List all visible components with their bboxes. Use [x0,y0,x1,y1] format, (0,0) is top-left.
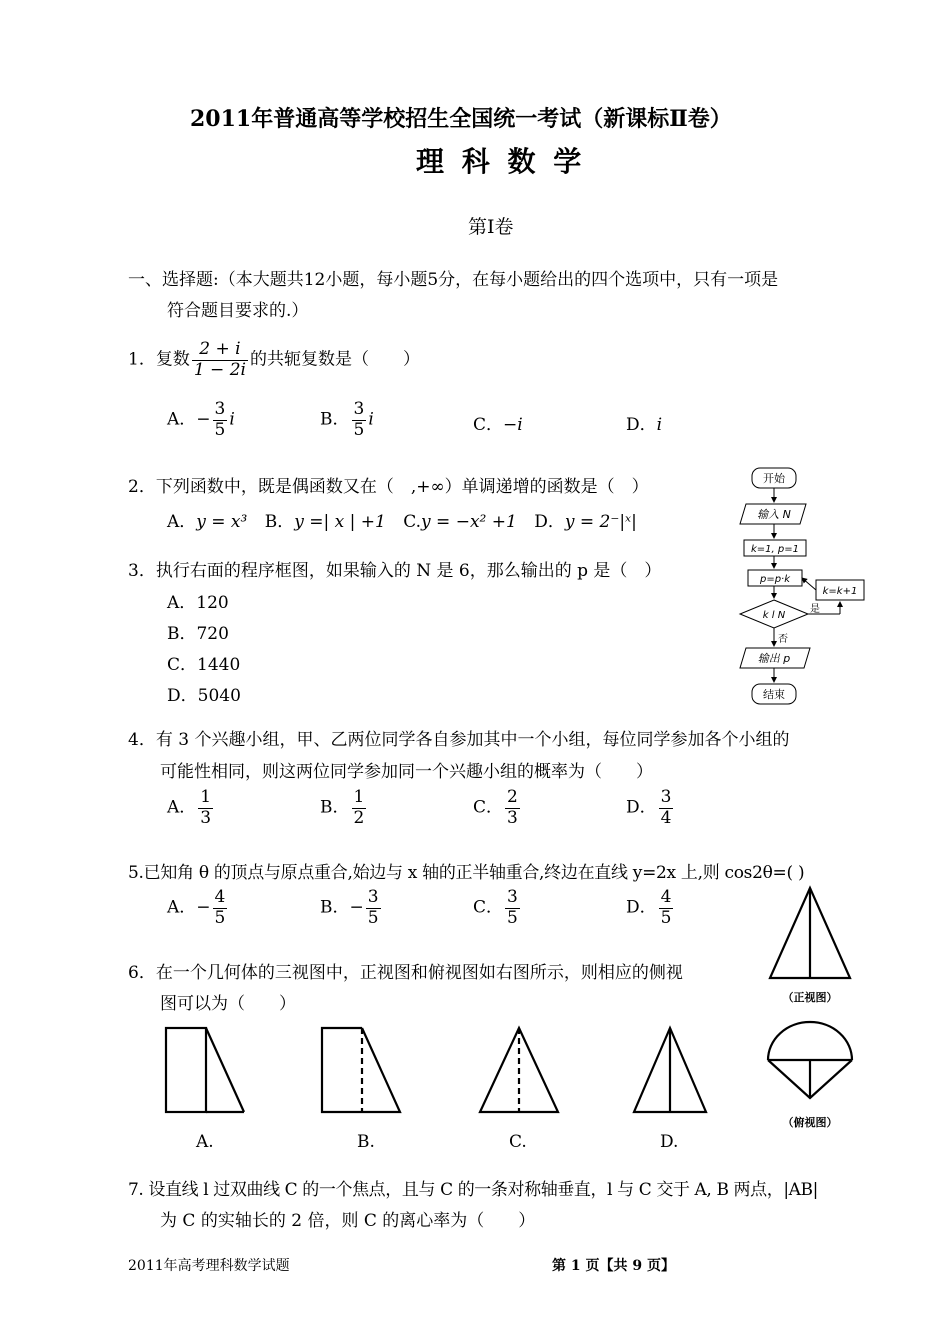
question-5: 5.已知角 θ 的顶点与原点重合,始边与 x 轴的正半轴重合,终边在直线 y=2x 上,则 cos2θ=( ) [128,863,805,883]
section-heading-line1: 一、选择题:（本大题共12小题，每小题5分，在每小题给出的四个选项中，只有一项是 [128,270,779,290]
q1-suffix: 的共轭复数是（ ） [249,349,420,370]
side-view-option-b [316,1022,406,1118]
q4-option-c [473,788,522,828]
q4-c-den: 3 [507,807,518,828]
q4-d-frac [659,788,674,828]
flow-init-text: k=1, p=1 [751,544,799,555]
side-view-label-d: D. [660,1132,679,1152]
question-7-line1: 7. 设直线 l 过双曲线 C 的一个焦点，且与 C 的一条对称轴垂直，l 与 C 交于 A, B 两点，|AB| [128,1180,818,1200]
q1-d-value: i [656,415,663,435]
q5-option-d [626,888,675,928]
q4-d-den: 4 [660,807,672,828]
q4-a-frac [198,788,213,828]
q1-frac-num: 2 + i [192,340,248,361]
question-2: 2．下列函数中，既是偶函数又在（ ,+∞）单调递增的函数是（ ） [128,477,649,497]
question-6-line2: 图可以为（ ） [160,994,296,1014]
q5-a-label: A． [167,897,197,918]
q3-option-a: A．120 [167,593,229,613]
q4-b-frac [352,788,367,828]
side-view-option-d [628,1022,718,1118]
footer-left: 2011年高考理科数学试题 [128,1258,290,1274]
q4-option-d [626,788,675,828]
q2-b-value: y =| x | +1 [294,512,386,532]
q1-fraction [192,340,248,380]
q5-b-label: B． [320,897,350,918]
question-3: 3．执行右面的程序框图，如果输入的 N 是 6，那么输出的 p 是（ ） [128,561,662,581]
q1-b-label: B． [320,409,350,430]
q5-d-frac [659,888,674,928]
q1-a-sign: − [196,409,211,430]
side-view-option-a [160,1022,250,1118]
q4-d-label: D． [626,797,657,818]
q1-c-value: −i [503,415,523,435]
question-4-line1: 4．有 3 个兴趣小组，甲、乙两位同学各自参加其中一个小组，每位同学参加各个小组的 [128,730,790,750]
q2-c-label: C. [403,512,422,532]
exam-title: 2011年普通高等学校招生全国统一考试（新课标Ⅱ卷） [190,106,732,132]
flowchart [730,462,870,712]
q3-option-d: D．5040 [167,686,241,706]
q1-b-num: 3 [353,399,365,419]
top-view-caption: （俯视图） [782,1116,838,1129]
q4-option-b [320,788,368,828]
flow-no-text: 否 [778,634,788,645]
q5-option-c [473,888,522,928]
side-view-label-b: B. [357,1132,375,1152]
q4-a-label: A． [167,797,197,818]
q5-a-sign: − [196,897,211,918]
q1-d-label: D． [626,415,657,435]
q1-c-label: C． [473,415,504,435]
question-6-line1: 6．在一个几何体的三视图中，正视图和俯视图如右图所示，则相应的侧视 [128,963,683,983]
q5-d-num: 4 [660,887,672,907]
q2-a-label: A． [167,512,197,532]
section-heading-line2: 符合题目要求的.） [167,301,309,321]
q5-c-frac [505,888,520,928]
side-view-label-c: C. [509,1132,527,1152]
subject-title: 理 科 数 学 [416,145,586,178]
q1-option-c [473,410,523,435]
q5-a-frac [213,888,228,928]
flow-yes-text: 是 [810,604,820,615]
q5-b-frac [366,888,381,928]
q4-option-a [167,788,215,828]
q4-b-num: 1 [353,787,365,807]
flow-input-text: 输入 N [757,508,791,521]
q1-a-label: A． [167,409,197,430]
q1-prefix: 1．复数 [128,349,190,370]
footer-page-number: 第 1 页【共 9 页】 [552,1258,675,1274]
q1-option-b [320,400,374,440]
q1-option-d [626,410,662,435]
q1-b-den: 5 [353,419,365,440]
q5-option-b [320,888,383,928]
q1-b-frac [352,400,367,440]
flow-cond-text: k l N [762,610,786,621]
q2-d-value: y = 2⁻|ˣ| [564,512,637,532]
q4-d-num: 3 [660,787,672,807]
q4-c-frac [505,788,520,828]
q5-b-den: 5 [367,907,379,928]
q5-c-num: 3 [507,887,518,907]
q5-b-sign: − [349,897,364,918]
q2-a-value: y = x³ [196,512,248,532]
q5-a-den: 5 [214,907,226,928]
question-7-line2: 为 C 的实轴长的 2 倍，则 C 的离心率为（ ） [160,1211,536,1231]
q1-frac-den: 1 − 2i [193,359,246,380]
q3-option-c: C．1440 [167,655,241,675]
q5-c-den: 5 [507,907,518,928]
q4-b-den: 2 [353,807,365,828]
q4-a-num: 1 [200,787,212,807]
question-4-line2: 可能性相同，则这两位同学参加同一个兴趣小组的概率为（ ） [160,762,653,782]
q5-d-den: 5 [660,907,672,928]
q5-d-label: D． [626,897,657,918]
q4-c-num: 2 [507,787,518,807]
volume-label: 第Ⅰ卷 [468,216,514,238]
q1-b-tail: i [368,409,374,430]
flow-end-text: 结束 [763,688,785,701]
q2-c-value: y = −x² +1 [421,512,517,532]
q1-option-a [167,400,235,440]
q2-b-label: B． [264,512,295,532]
q1-a-num: 3 [214,399,226,419]
question-1 [128,340,420,380]
q5-b-num: 3 [367,887,379,907]
q4-c-label: C． [473,797,504,818]
q4-a-den: 3 [200,807,212,828]
flow-start-text: 开始 [763,472,785,485]
q5-option-a [167,888,229,928]
q1-a-frac [213,400,228,440]
side-view-option-c [474,1022,564,1118]
side-view-label-a: A. [196,1132,214,1152]
q4-b-label: B． [320,797,350,818]
q2-options [167,507,637,532]
q5-a-num: 4 [214,887,226,907]
front-view-figure [762,880,862,1010]
q2-d-label: D． [534,512,565,532]
flow-output-text: 输出 p [757,652,791,665]
q5-c-label: C． [473,897,504,918]
flow-update-p-text: p=p·k [759,574,791,585]
top-view-figure [762,1018,862,1132]
q3-option-b: B．720 [167,624,229,644]
front-view-caption: （正视图） [782,991,838,1004]
q1-a-den: 5 [214,419,226,440]
flow-update-k-text: k=k+1 [822,586,858,597]
q1-a-tail: i [229,409,235,430]
